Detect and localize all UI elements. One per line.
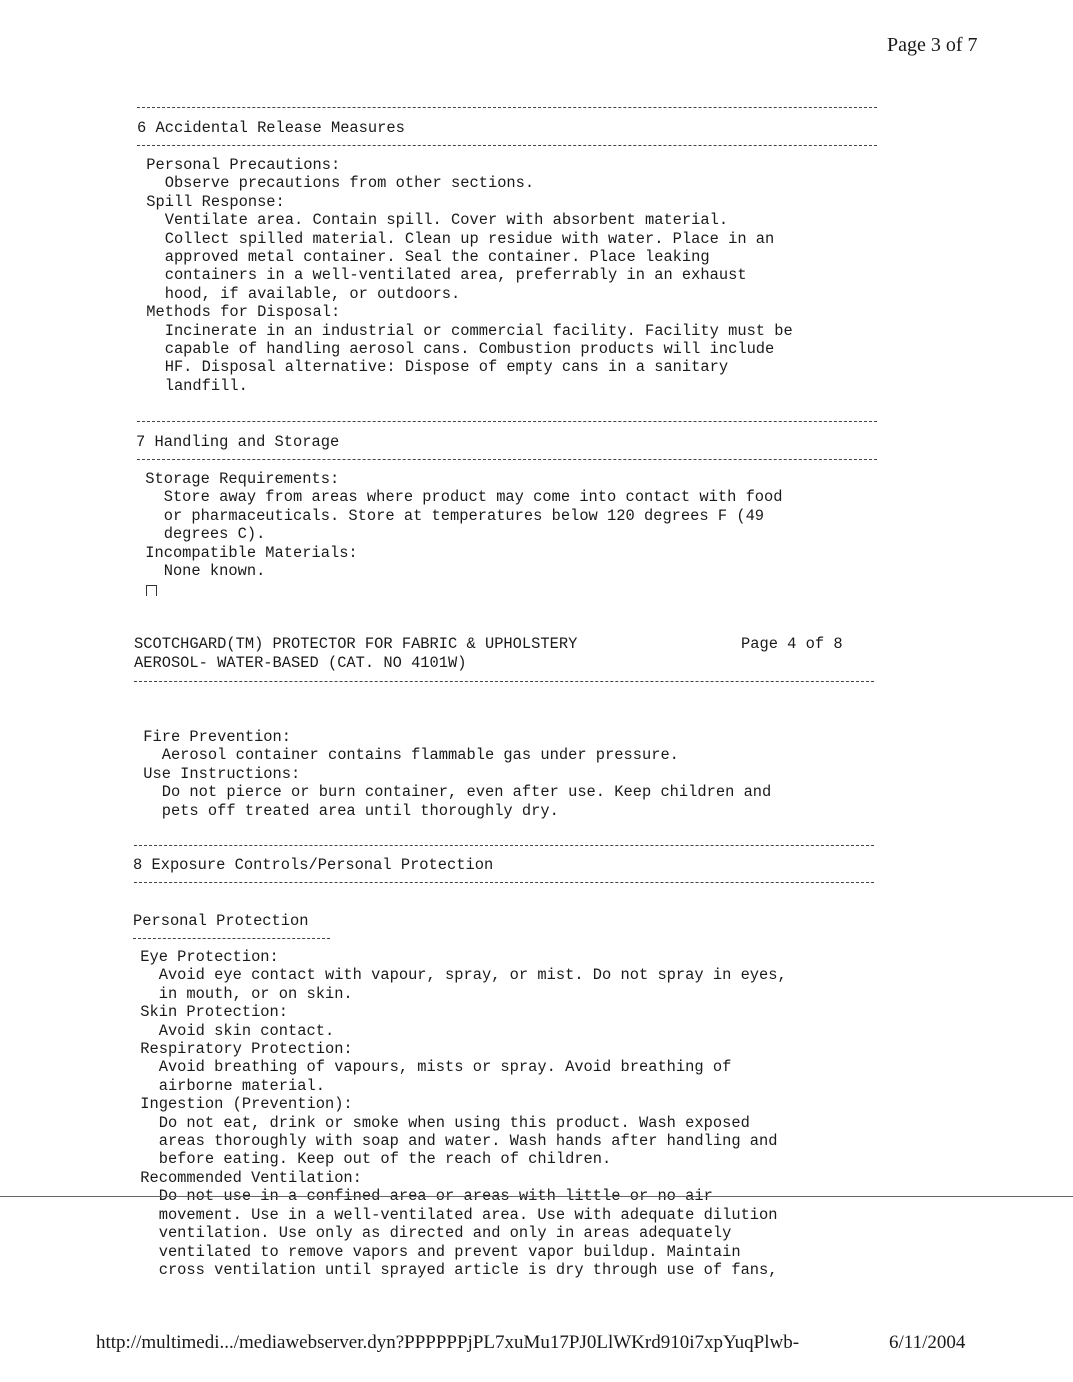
text-line: Collect spilled material. Clean up residue with water. Place in an bbox=[137, 229, 775, 248]
product-name-line1: SCOTCHGARD(TM) PROTECTOR FOR FABRIC & UPHOLSTERY bbox=[134, 635, 578, 653]
scan-artifact-line bbox=[0, 1196, 1073, 1197]
text-line: in mouth, or on skin. bbox=[131, 984, 353, 1003]
text-line: or pharmaceuticals. Store at temperatures below 120 degrees F (49 bbox=[136, 506, 765, 525]
product-page-ref: Page 4 of 8 bbox=[741, 635, 843, 653]
checkbox-glyph bbox=[146, 585, 157, 596]
divider bbox=[137, 459, 877, 460]
section-7-title: 7 Handling and Storage bbox=[136, 433, 340, 451]
heading-underline bbox=[133, 938, 330, 939]
text-line: cross ventilation until sprayed article is dry through use of fans, bbox=[131, 1260, 778, 1279]
text-line: Incompatible Materials: bbox=[136, 543, 358, 562]
divider bbox=[134, 845, 874, 846]
footer-date: 6/11/2004 bbox=[889, 1332, 966, 1353]
divider bbox=[134, 681, 874, 682]
section-6-body bbox=[137, 156, 793, 395]
text-line: airborne material. bbox=[131, 1076, 325, 1095]
divider bbox=[137, 145, 877, 146]
product-name-line2: AEROSOL- WATER-BASED (CAT. NO 4101W) bbox=[134, 654, 467, 672]
text-line: hood, if available, or outdoors. bbox=[137, 284, 461, 303]
text-line: Observe precautions from other sections. bbox=[137, 174, 535, 193]
section-6-title: 6 Accidental Release Measures bbox=[137, 119, 405, 137]
section-7-body bbox=[136, 470, 783, 580]
text-line: Personal Precautions: bbox=[137, 156, 341, 174]
text-line: Ventilate area. Contain spill. Cover with absorbent material. bbox=[137, 211, 729, 230]
text-line: None known. bbox=[136, 562, 266, 581]
text-line: Avoid skin contact. bbox=[131, 1021, 335, 1040]
text-line: Eye Protection: bbox=[131, 948, 279, 966]
text-line: ventilated to remove vapors and prevent vapor buildup. Maintain bbox=[131, 1242, 741, 1261]
text-line: Ingestion (Prevention): bbox=[131, 1095, 353, 1114]
text-line: areas thoroughly with soap and water. Wash hands after handling and bbox=[131, 1132, 778, 1151]
text-line: Do not eat, drink or smoke when using this product. Wash exposed bbox=[131, 1113, 750, 1132]
text-line: approved metal container. Seal the container. Place leaking bbox=[137, 248, 710, 267]
text-line: Aerosol container contains flammable gas under pressure. bbox=[134, 746, 679, 765]
text-line: Use Instructions: bbox=[134, 764, 301, 783]
text-line: movement. Use in a well-ventilated area. Use with adequate dilution bbox=[131, 1205, 778, 1224]
text-line: Do not use in a confined area or areas with little or no air bbox=[131, 1187, 713, 1206]
text-line: Respiratory Protection: bbox=[131, 1040, 353, 1059]
divider bbox=[134, 882, 874, 883]
text-line: containers in a well-ventilated area, preferrably in an exhaust bbox=[137, 266, 747, 285]
text-line: Storage Requirements: bbox=[136, 470, 340, 488]
text-line: ventilation. Use only as directed and only in areas adequately bbox=[131, 1224, 732, 1243]
text-line: landfill. bbox=[137, 376, 248, 395]
section-7-continued bbox=[134, 728, 771, 820]
personal-protection-heading: Personal Protection bbox=[133, 912, 309, 930]
text-line: Fire Prevention: bbox=[134, 728, 292, 746]
footer-url: http://multimedi.../mediawebserver.dyn?PPPPPPjPL7xuMu17PJ0LlWKrd910i7xpYuqPlwb- bbox=[96, 1332, 800, 1353]
page-number: Page 3 of 7 bbox=[887, 34, 978, 56]
text-line: Spill Response: bbox=[137, 192, 285, 211]
section-8-body bbox=[131, 948, 787, 1279]
text-line: HF. Disposal alternative: Dispose of empty cans in a sanitary bbox=[137, 358, 729, 377]
text-line: Avoid breathing of vapours, mists or spray. Avoid breathing of bbox=[131, 1058, 732, 1077]
text-line: Skin Protection: bbox=[131, 1003, 289, 1022]
text-line: Store away from areas where product may come into contact with food bbox=[136, 488, 783, 507]
text-line: capable of handling aerosol cans. Combustion products will include bbox=[137, 340, 775, 359]
text-line: Avoid eye contact with vapour, spray, or mist. Do not spray in eyes, bbox=[131, 966, 787, 985]
text-line: Recommended Ventilation: bbox=[131, 1168, 362, 1187]
text-line: pets off treated area until thoroughly dry. bbox=[134, 801, 559, 820]
section-8-title: 8 Exposure Controls/Personal Protection bbox=[133, 856, 494, 874]
text-line: Do not pierce or burn container, even after use. Keep children and bbox=[134, 783, 772, 802]
text-line: degrees C). bbox=[136, 525, 266, 544]
text-line: before eating. Keep out of the reach of children. bbox=[131, 1150, 612, 1169]
text-line: Methods for Disposal: bbox=[137, 303, 341, 322]
text-line: Incinerate in an industrial or commercial facility. Facility must be bbox=[137, 321, 793, 340]
divider bbox=[137, 421, 877, 422]
divider bbox=[137, 107, 877, 108]
